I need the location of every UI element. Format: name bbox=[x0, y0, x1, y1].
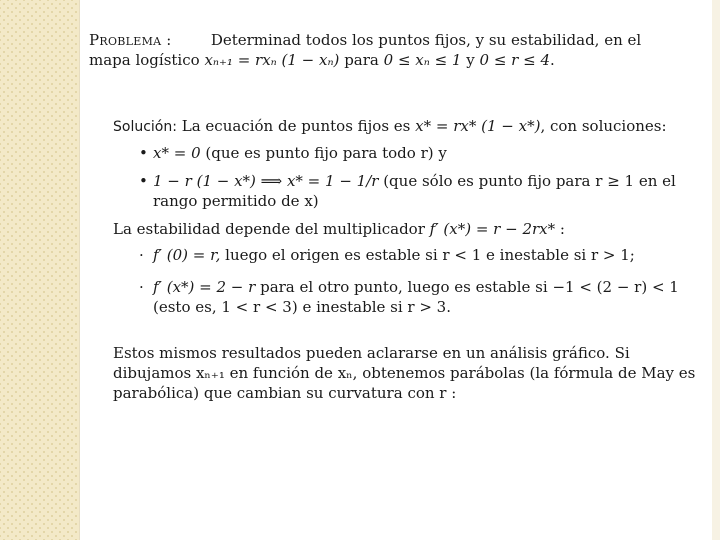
bullet-mark: • bbox=[139, 144, 148, 162]
problem-period: . bbox=[550, 51, 555, 69]
origin-stability-text: luego el origen es estable si r < 1 e inestable si r > 1; bbox=[225, 246, 635, 264]
problem-statement bbox=[89, 30, 709, 70]
list-item bbox=[113, 143, 703, 163]
fixed-point-list bbox=[113, 143, 703, 211]
problem-and: y bbox=[466, 51, 475, 69]
range-x: 0 ≤ xₙ ≤ 1 bbox=[383, 51, 462, 69]
list-item bbox=[113, 171, 703, 211]
solution-heading bbox=[113, 116, 703, 137]
stability-heading bbox=[113, 219, 703, 239]
fixed-point-nonzero-text: (que sólo es punto fijo para r ≥ 1 en el rango permitido de x) bbox=[153, 172, 676, 210]
multiplier-equation: f′ (x*) = r − 2rx* bbox=[429, 220, 556, 238]
bullet-mark: • bbox=[139, 172, 148, 190]
stability-list bbox=[113, 245, 703, 317]
problem-colon: : bbox=[166, 31, 172, 49]
bullet-mark: · bbox=[139, 278, 144, 296]
origin-multiplier: f′ (0) = r, bbox=[153, 246, 221, 264]
problem-line-1: Determinad todos los puntos fijos, y su estabilidad, en el bbox=[210, 31, 642, 49]
right-edge bbox=[712, 0, 720, 540]
slide-content bbox=[89, 30, 709, 418]
problem-line-2-start: mapa logístico bbox=[89, 51, 200, 69]
solution-intro-end: , con soluciones: bbox=[540, 117, 667, 135]
range-r: 0 ≤ r ≤ 4 bbox=[479, 51, 550, 69]
logistic-map-equation: xₙ₊₁ = rxₙ (1 − xₙ) bbox=[204, 51, 340, 69]
stability-intro: La estabilidad depende del multiplicador bbox=[113, 220, 425, 238]
solution-label: Solución: bbox=[113, 119, 177, 135]
other-point-stability-text: para el otro punto, luego es estable si −1 < (2 − r) < 1 (esto es, 1 < r < 3) e inestable si r > 3. bbox=[153, 278, 679, 316]
fixed-point-equation: x* = rx* (1 − x*) bbox=[415, 117, 541, 135]
list-item bbox=[113, 277, 703, 317]
fixed-point-nonzero: 1 − r (1 − x*) ⟹ x* = 1 − 1/r bbox=[153, 172, 379, 190]
decorative-side-strip bbox=[0, 0, 79, 540]
stability-intro-end: : bbox=[559, 220, 565, 238]
list-item bbox=[113, 245, 703, 265]
problem-para: para bbox=[344, 51, 379, 69]
solution-intro: La ecuación de puntos fijos es bbox=[181, 117, 411, 135]
fixed-point-zero: x* = 0 bbox=[153, 144, 201, 162]
other-point-multiplier: f′ (x*) = 2 − r bbox=[153, 278, 256, 296]
solution-section bbox=[113, 116, 703, 403]
closing-paragraph: Estos mismos resultados pueden aclararse en un análisis gráfico. Si dibujamos xₙ₊₁ en función de xₙ, obtenemos parábolas (la fórmula de May es parabólica) que cambian su curvatura con r : bbox=[113, 344, 696, 402]
bullet-mark: · bbox=[139, 246, 144, 264]
problem-label: Problema bbox=[89, 31, 162, 49]
fixed-point-zero-text: (que es punto fijo para todo r) y bbox=[205, 144, 447, 162]
side-strip-edge bbox=[79, 0, 80, 540]
